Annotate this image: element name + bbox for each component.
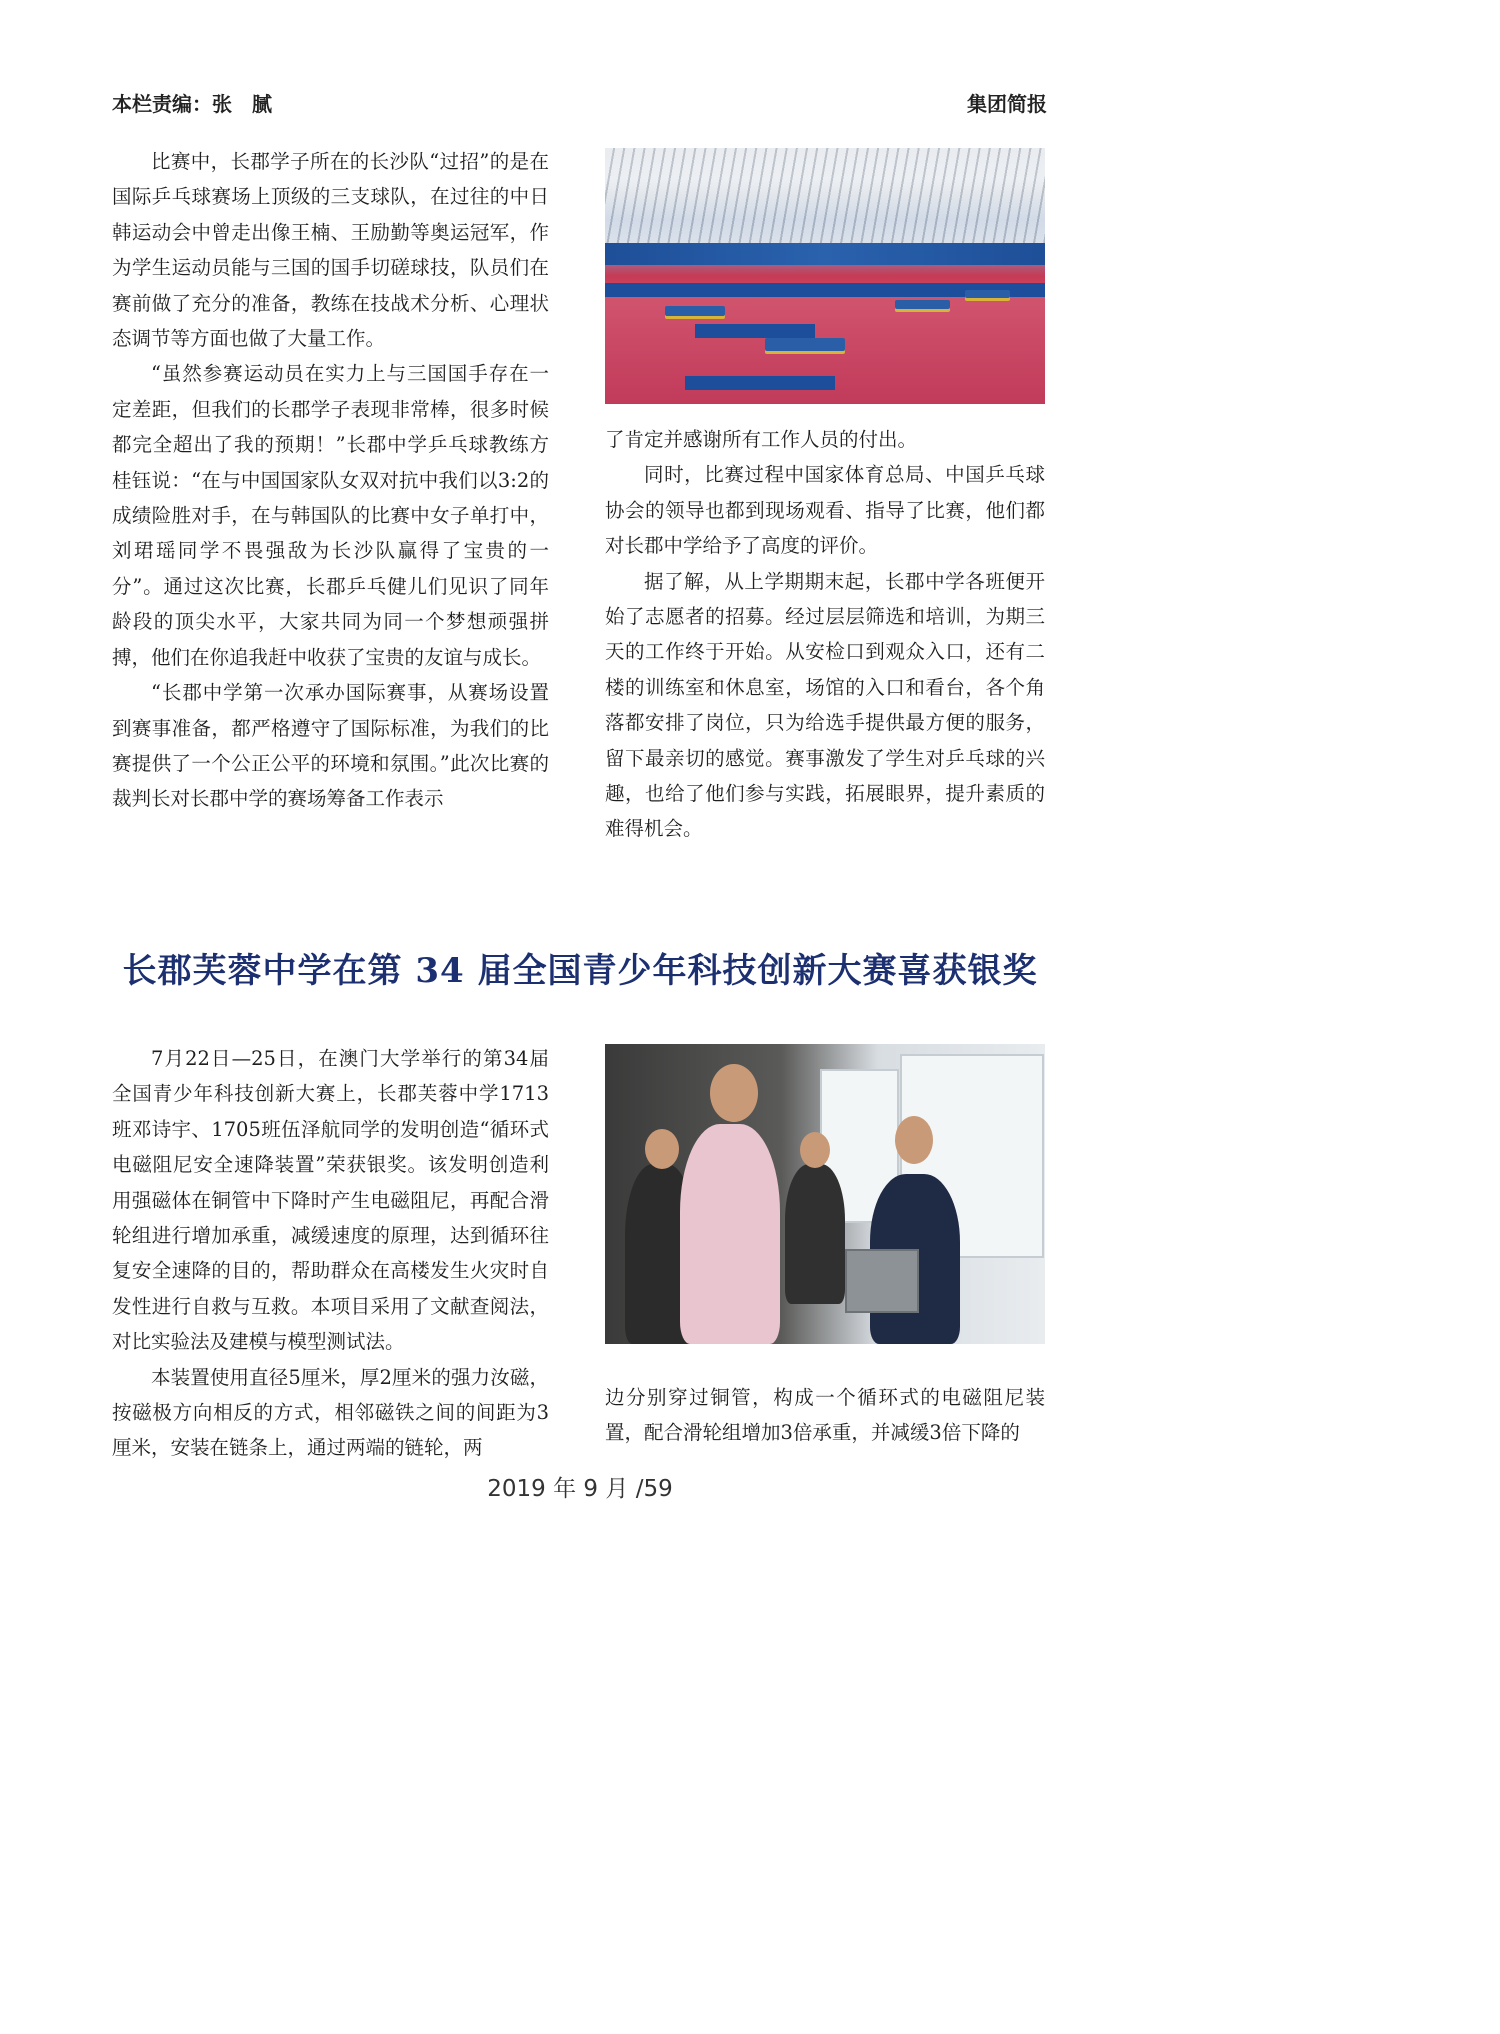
article1-right-column <box>605 422 1045 847</box>
article2-right-column <box>605 1380 1045 1451</box>
ping-pong-table <box>965 290 1010 298</box>
device-model <box>845 1249 919 1313</box>
ping-pong-table <box>665 306 725 316</box>
article1-paragraph-4: 同时，比赛过程中国家体育总局、中国乒乓球协会的领导也都到现场观看、指导了比赛，他们都对长郡中学给予了高度的评价。 <box>605 463 1045 558</box>
page-footer: 2019 年 9 月 /59 <box>487 1476 673 1502</box>
visitor-figure <box>785 1164 845 1304</box>
student-head <box>645 1129 679 1169</box>
ping-pong-table <box>765 338 845 351</box>
arena-roof <box>605 148 1045 243</box>
arena-banner <box>605 243 1045 265</box>
article2-left-column <box>112 1041 549 1466</box>
visitor-head <box>800 1132 830 1168</box>
science-fair-photo <box>605 1044 1045 1344</box>
presenter-head <box>895 1116 933 1164</box>
editor-credit: 本栏责编：张 腻 <box>112 92 272 116</box>
court-barrier <box>695 324 815 338</box>
man-pink-shirt-figure <box>680 1124 780 1344</box>
article1-paragraph-3-continued: 了肯定并感谢所有工作人员的付出。 <box>605 428 918 451</box>
ping-pong-table <box>895 300 950 309</box>
article1-paragraph-3: “长郡中学第一次承办国际赛事，从赛场设置到赛事准备，都严格遵守了国际标准，为我们的比赛提供了一个公正公平的环境和氛围。”此次比赛的裁判长对长郡中学的赛场筹备工作表示 <box>112 681 549 811</box>
man-head <box>710 1064 758 1122</box>
article1-paragraph-5: 据了解，从上学期期末起，长郡中学各班便开始了志愿者的招募。经过层层筛选和培训，为期三天的工作终于开始。从安检口到观众入口，还有二楼的训练室和休息室，场馆的入口和看台，各个角落都安排了岗位，只为给选手提供最方便的服务，留下最亲切的感觉。赛事激发了学生对乒乓球的兴趣，也给了他们参与实践，拓展眼界，提升素质的难得机会。 <box>605 569 1045 841</box>
article2-paragraph-2-continued: 边分别穿过铜管，构成一个循环式的电磁阻尼装置，配合滑轮组增加3倍承重，并减缓3倍下降的 <box>605 1386 1045 1445</box>
article2-paragraph-1: 7月22日—25日，在澳门大学举行的第34届全国青少年科技创新大赛上，长郡芙蓉中学1713班邓诗宇、1705班伍泽航同学的发明创造“循环式电磁阻尼安全速降装置”荣获银奖。该发明创造利用强磁体在铜管中下降时产生电磁阻尼，再配合滑轮组进行增加承重，减缓速度的原理，达到循环往复安全速降的目的，帮助群众在高楼发生火灾时自发性进行自救与互救。本项目采用了文献查阅法，对比实验法及建模与模型测试法。 <box>112 1047 549 1354</box>
court-barrier <box>685 376 835 390</box>
article1-paragraph-2: “虽然参赛运动员在实力上与三国国手存在一定差距，但我们的长郡学子表现非常棒，很多时候都完全超出了我的预期！”长郡中学乒乓球教练方桂钰说：“在与中国国家队女双对抗中我们以3:2的成绩险胜对手，在与韩国队的比赛中女子单打中，刘珺瑶同学不畏强敌为长沙队赢得了宝贵的一分”。通过这次比赛，长郡乒乓健儿们见识了同年龄段的顶尖水平，大家共同为同一个梦想顽强拼搏，他们在你追我赶中收获了宝贵的友谊与成长。 <box>112 362 549 669</box>
article1-left-column <box>112 144 549 817</box>
article2-title: 长郡芙蓉中学在第 34 届全国青少年科技创新大赛喜获银奖 <box>122 951 1038 991</box>
article2-paragraph-2: 本装置使用直径5厘米，厚2厘米的强力汝磁，按磁极方向相反的方式，相邻磁铁之间的间距为3厘米，安装在链条上，通过两端的链轮，两 <box>112 1365 549 1460</box>
column-name: 集团简报 <box>967 92 1047 116</box>
table-tennis-arena-photo <box>605 148 1045 404</box>
article1-paragraph-1: 比赛中，长郡学子所在的长沙队“过招”的是在国际乒乓球赛场上顶级的三支球队，在过往的中日韩运动会中曾走出像王楠、王励勤等奥运冠军，作为学生运动员能与三国的国手切磋球技，队员们在赛前做了充分的准备，教练在技战术分析、心理状态调节等方面也做了大量工作。 <box>112 150 549 351</box>
